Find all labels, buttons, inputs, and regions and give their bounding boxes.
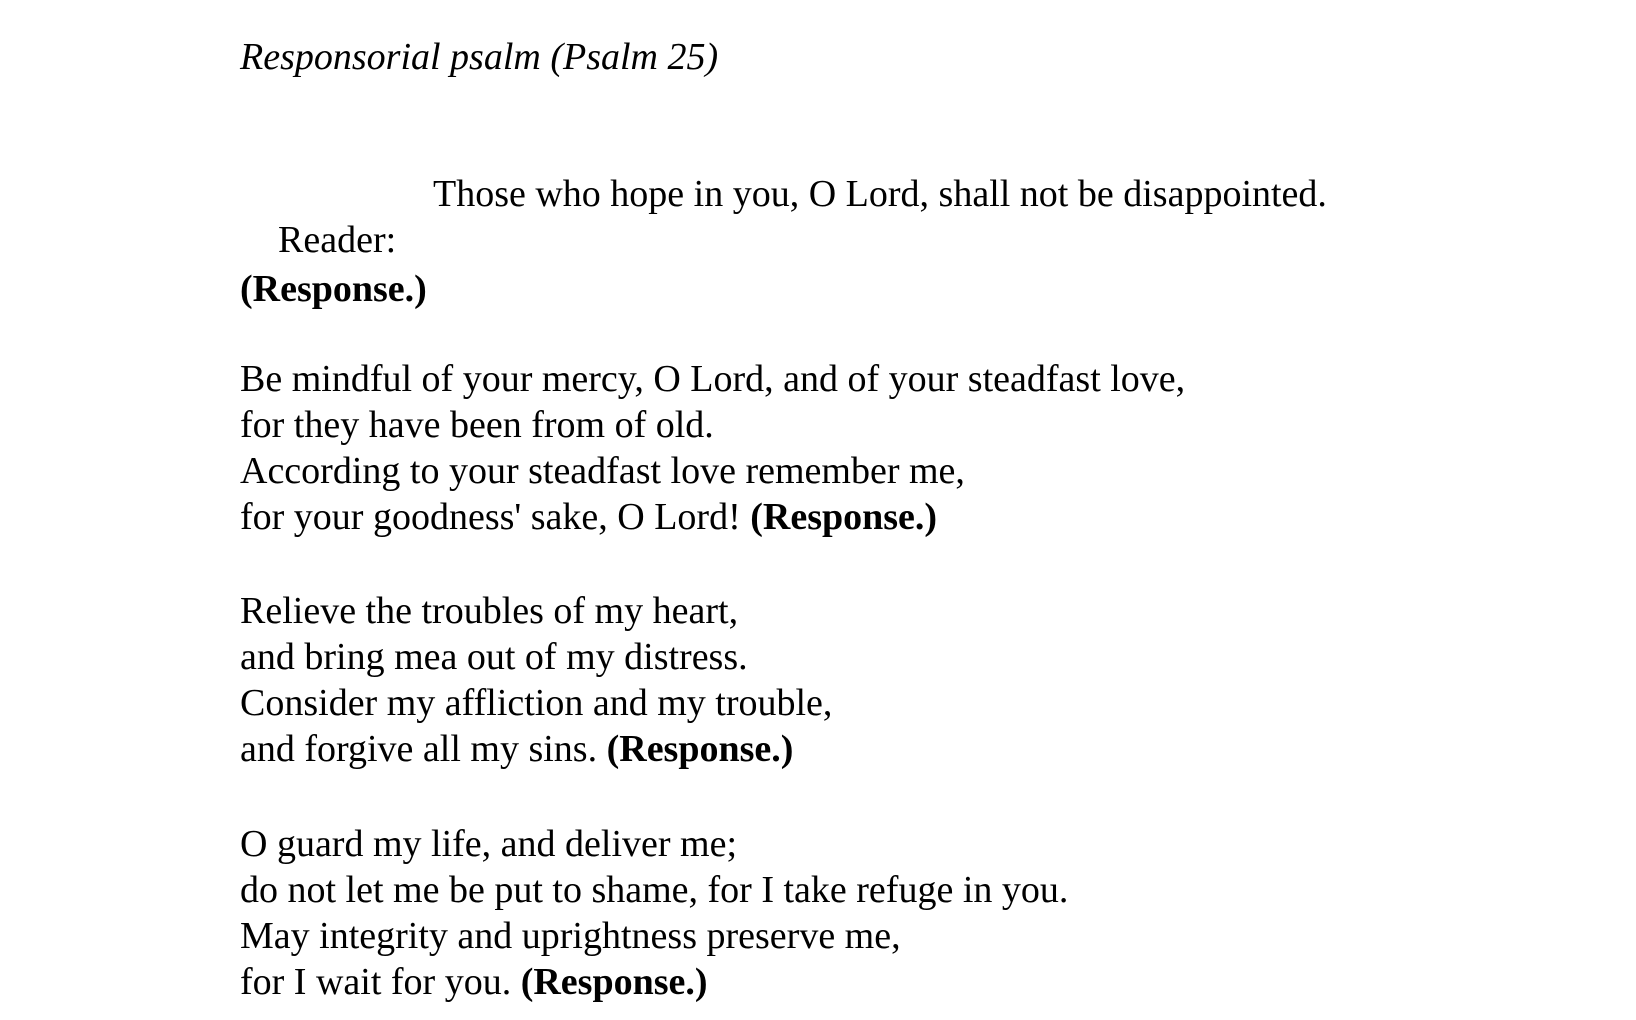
verse-text: for your goodness' sake, O Lord! [240, 496, 751, 538]
reader-line [240, 171, 1327, 261]
reader-text: Those who hope in you, O Lord, shall not be disappointed. [433, 173, 1327, 215]
verse-line: and bring mea out of my distress. [240, 636, 748, 678]
psalm-title: Responsorial psalm (Psalm 25) [240, 36, 719, 78]
reader-label: Reader: [278, 219, 397, 261]
response-marker: (Response.) [750, 496, 938, 538]
verse-line: May integrity and uprightness preserve me, [240, 915, 901, 957]
verse-line: for they have been from of old. [240, 404, 714, 446]
verse-line-with-response [240, 726, 793, 772]
response-marker: (Response.) [606, 728, 794, 770]
verse-line: O guard my life, and deliver me; [240, 823, 738, 865]
verse-line: According to your steadfast love remember me, [240, 450, 965, 492]
verse-text: and forgive all my sins. [240, 728, 607, 770]
verse-line: Be mindful of your mercy, O Lord, and of your steadfast love, [240, 358, 1186, 400]
verse-line: Consider my affliction and my trouble, [240, 682, 833, 724]
response-heading: (Response.) [240, 268, 427, 310]
verse-line: do not let me be put to shame, for I take refuge in you. [240, 869, 1069, 911]
verse-line-with-response [240, 494, 937, 540]
verse-line-with-response [240, 959, 708, 1005]
response-marker: (Response.) [520, 961, 708, 1003]
verse-text: for I wait for you. [240, 961, 521, 1003]
verse-line: Relieve the troubles of my heart, [240, 590, 739, 632]
